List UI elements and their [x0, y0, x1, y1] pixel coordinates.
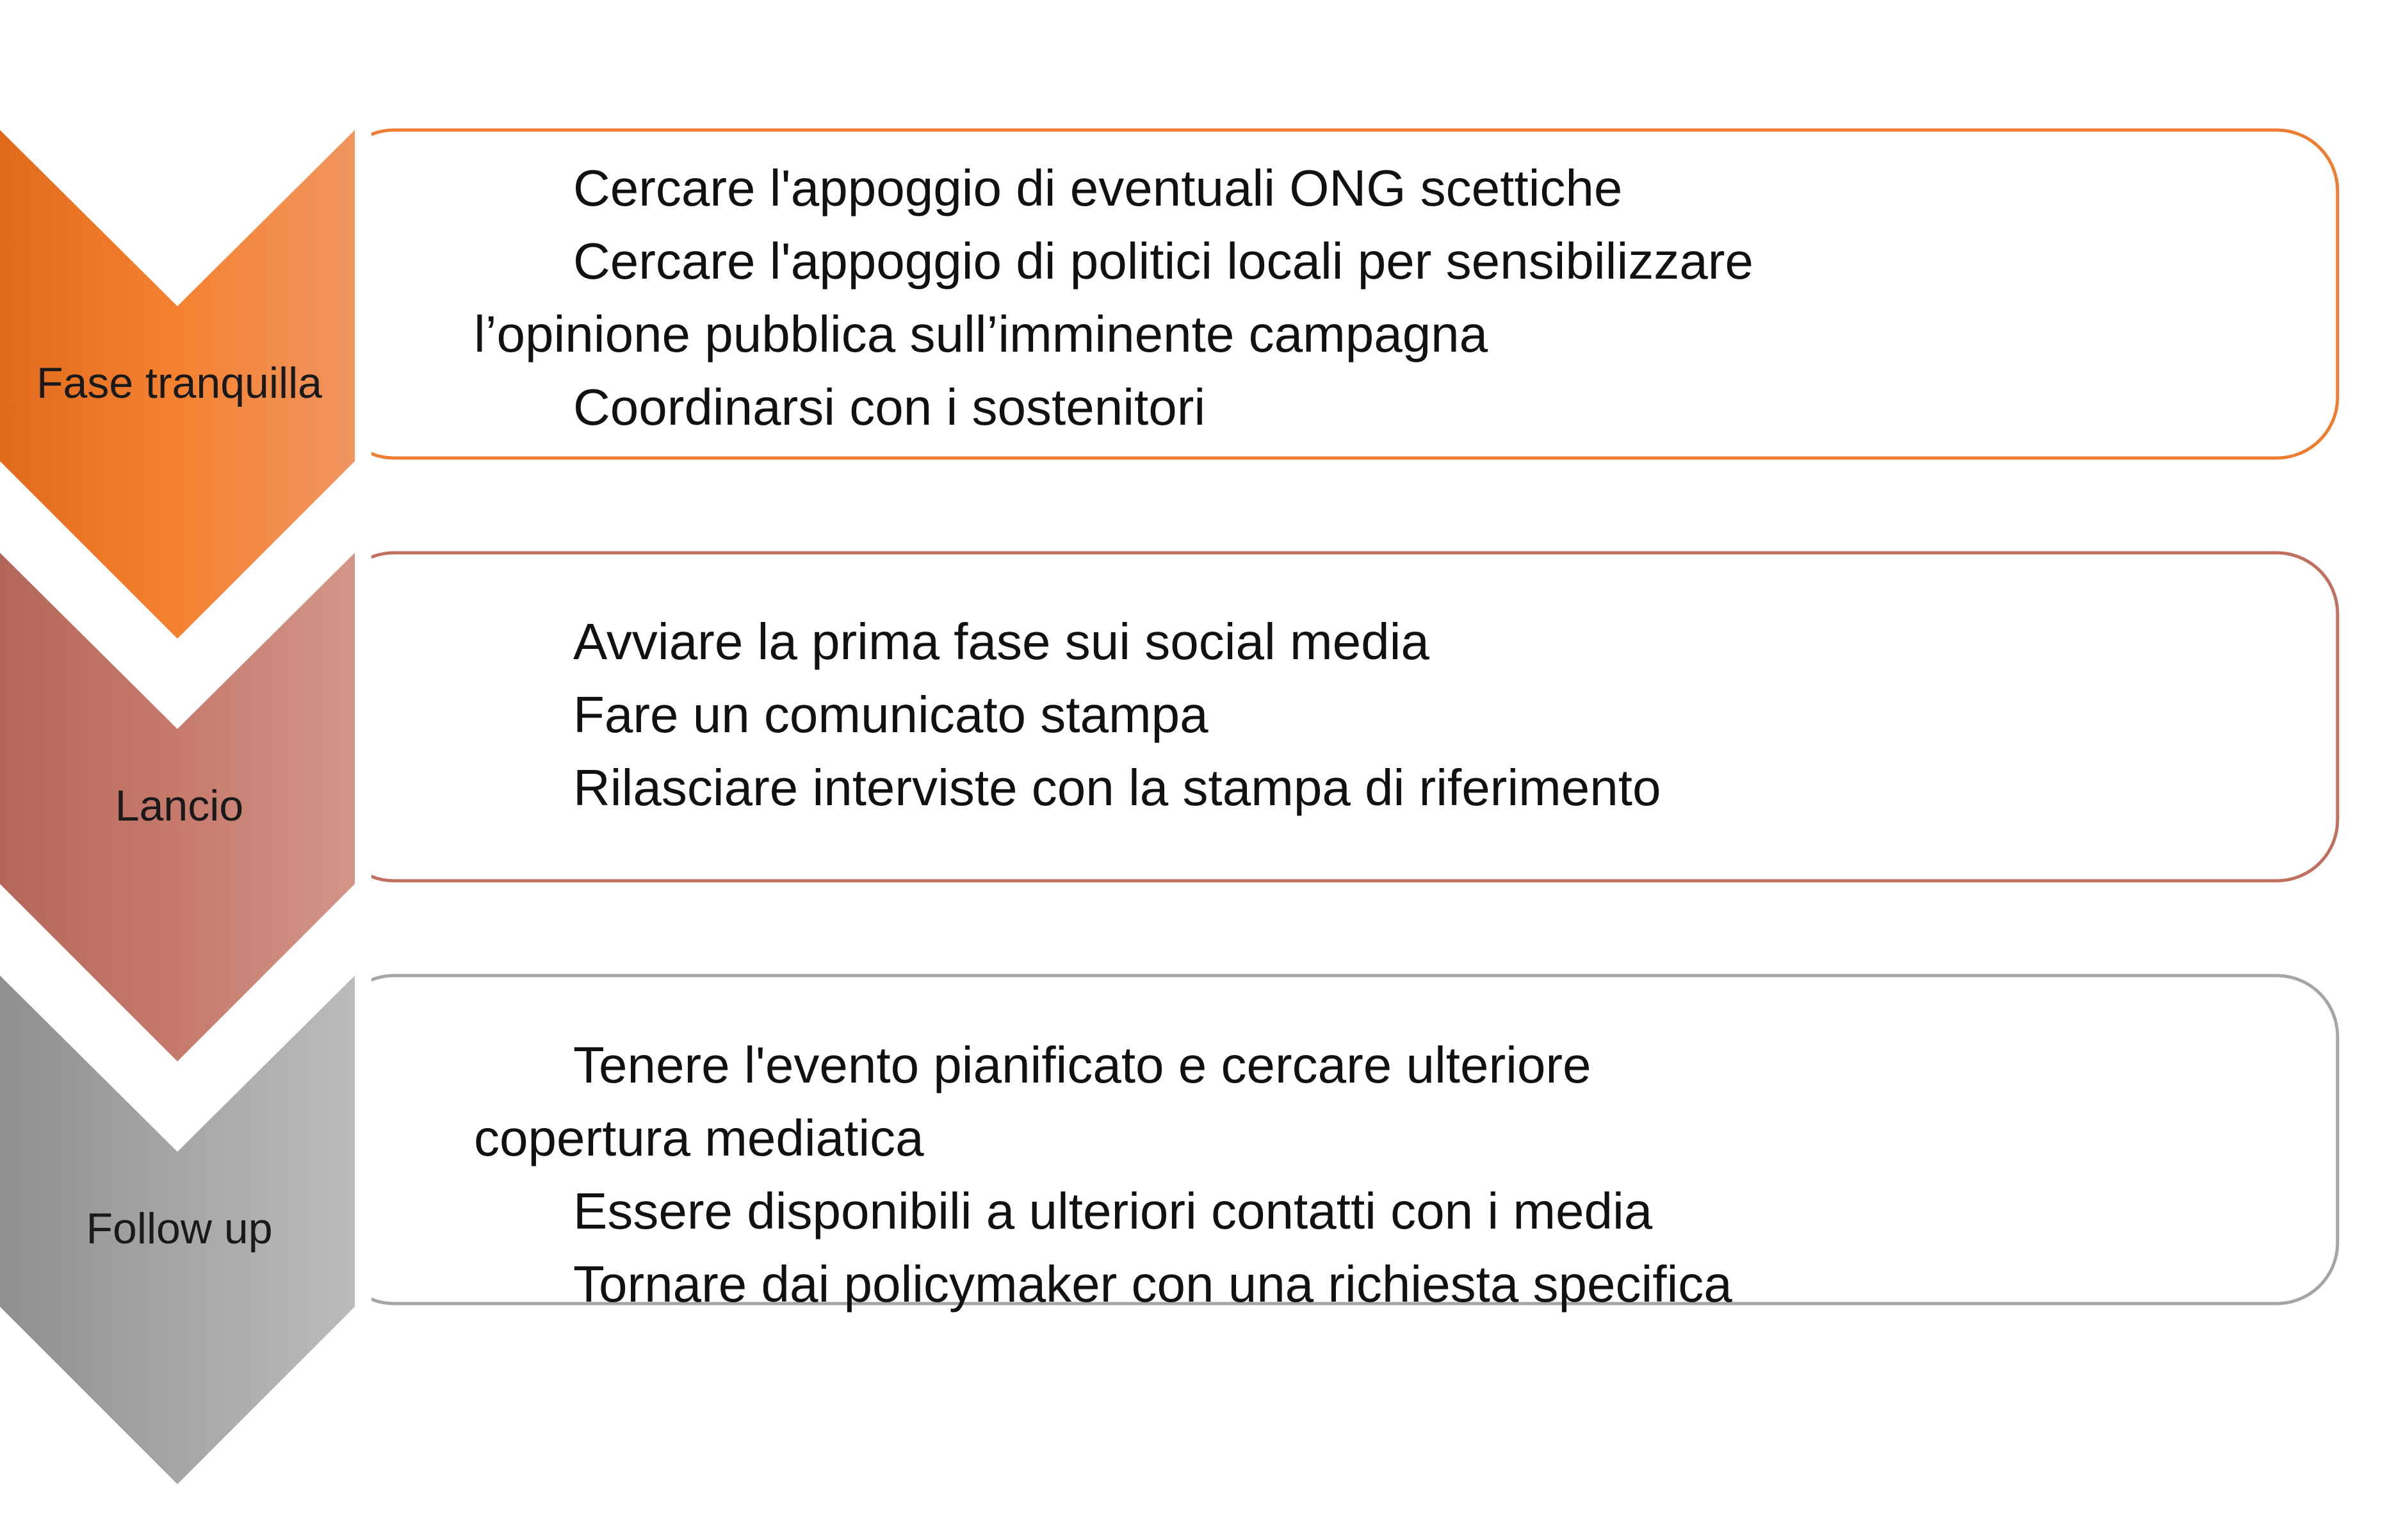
stage-items-follow-up	[474, 1029, 1755, 1321]
stage-label-fase-tranquilla: Fase tranquilla	[36, 359, 323, 407]
list-item: Cercare l'appoggio di eventuali ONG scettiche	[573, 160, 1623, 217]
list-item: Avviare la prima fase sui social media	[573, 613, 1429, 670]
list-item: Tornare dai policymaker con una richiesta specifica	[573, 1256, 1732, 1313]
stage-label-lancio: Lancio	[115, 781, 244, 830]
list-item: Coordinarsi con i sostenitori	[573, 379, 1206, 436]
stage-label-follow-up: Follow up	[86, 1204, 273, 1253]
list-item: Fare un comunicato stampa	[573, 686, 1208, 743]
stage-items-lancio	[474, 605, 1755, 824]
list-item: Cercare l'appoggio di politici locali per sensibilizzare l’opinione pubblica sull’imminente campagna	[474, 233, 1753, 363]
list-item: Rilasciare interviste con la stampa di riferimento	[573, 759, 1661, 816]
stage-items-fase-tranquilla	[474, 152, 1755, 444]
list-item: Tenere l'evento pianificato e cercare ulteriore copertura mediatica	[474, 1036, 1591, 1166]
list-item: Essere disponibili a ulteriori contatti con i media	[573, 1182, 1653, 1239]
